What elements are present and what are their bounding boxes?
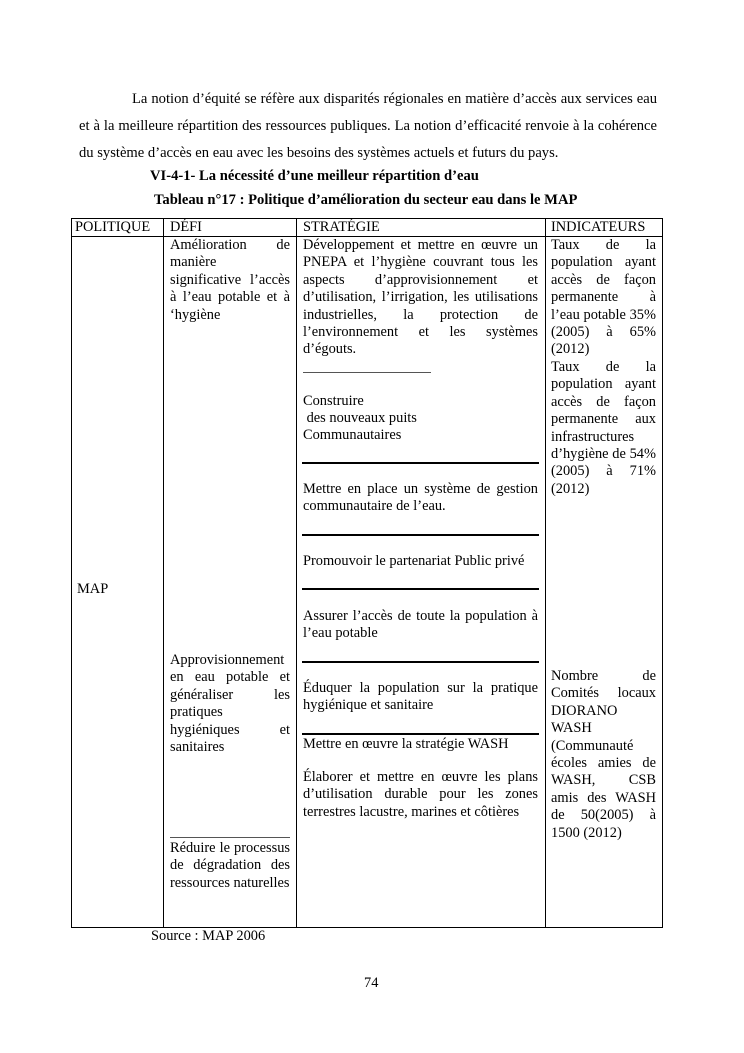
strategie-7: Mettre en œuvre la stratégie WASH (303, 736, 509, 752)
strategie-separator-3 (302, 588, 539, 590)
defi-separator (170, 837, 290, 838)
strategie-8: Élaborer et mettre en œuvre les plans d’utilisation durable pour les zones terrestres lacustre, marines et côtières (303, 769, 538, 820)
defi-1: Amélioration de manière significative l’accès à l’eau potable et à ‘hygiène (170, 237, 290, 323)
strategie-separator-5 (302, 733, 539, 735)
col-sep-2 (296, 218, 297, 928)
strategie-6: Éduquer la population sur la pratique hygiénique et sanitaire (303, 680, 538, 714)
strategie-2b: des nouveaux puits (303, 410, 417, 426)
strategie-separator-4 (302, 661, 539, 663)
strategie-separator-1 (302, 462, 539, 464)
section-heading: VI-4-1- La nécessité d’une meilleur répartition d’eau (150, 168, 479, 184)
table-title: Tableau n°17 : Politique d’amélioration du secteur eau dans le MAP (154, 192, 578, 208)
table-source: Source : MAP 2006 (151, 928, 266, 944)
table-border-left (71, 218, 72, 928)
header-defi: DÉFI (170, 219, 202, 235)
intro-text: La notion d’équité se réfère aux disparités régionales en matière d’accès aux services eau et à la meilleure répartition des ressources publiques. La notion d’efficacité renvoie à la cohérence du système d’accès en eau avec les besoins des systèmes actuels et futurs du pays. (79, 91, 657, 161)
strategie-2c: Communautaires (303, 427, 402, 443)
strategie-gray-separator (303, 372, 431, 373)
strategie-separator-2 (302, 534, 539, 536)
strategie-1: Développement et mettre en œuvre un PNEPA et l’hygiène couvrant tous les aspects d’approvisionnement et d’utilisation, l’irrigation, les utilisations industrielles, la protection de l’environnement et les systèmes d’égouts. (303, 237, 538, 358)
intro-paragraph (79, 86, 657, 167)
strategie-5: Assurer l’accès de toute la population à l’eau potable (303, 608, 538, 642)
indicateur-1: Taux de la population ayant accès de façon permanente à l’eau potable 35% (2005) à 65% (2012) (551, 237, 656, 358)
header-politique: POLITIQUE (75, 219, 151, 235)
defi-3: Réduire le processus de dégradation des ressources naturelles (170, 840, 290, 891)
table-border-right (662, 218, 663, 928)
strategie-3: Mettre en place un système de gestion communautaire de l’eau. (303, 481, 538, 515)
header-indicateurs: INDICATEURS (551, 219, 646, 235)
page-number: 74 (364, 975, 379, 991)
strategie-2a: Construire (303, 393, 364, 409)
col-sep-3 (545, 218, 546, 928)
col-sep-1 (163, 218, 164, 928)
indicateur-3: Nombre de Comités locaux DIORANO WASH (Communauté écoles amies de WASH, CSB amis des WASH de 50(2005) à 1500 (2012) (551, 668, 656, 841)
politique-map: MAP (77, 581, 109, 597)
header-strategie: STRATÉGIE (303, 219, 380, 235)
policy-table (71, 218, 663, 928)
strategie-4: Promouvoir le partenariat Public privé (303, 553, 525, 569)
defi-2: Approvisionnement en eau potable et généraliser les pratiques hygiéniques et sanitaires (170, 652, 290, 756)
indicateur-2: Taux de la population ayant accès de façon permanente aux infrastructures d’hygiène de 54% (2005) à 71% (2012) (551, 359, 656, 497)
